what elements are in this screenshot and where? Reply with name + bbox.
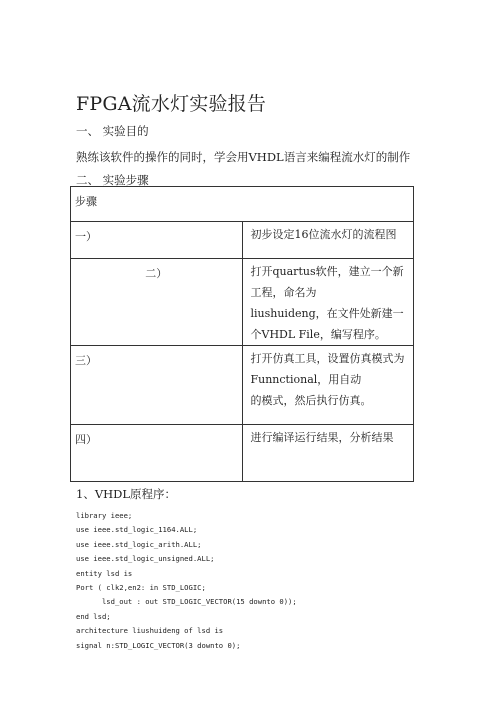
step-text [242,222,414,259]
code-line: use ieee.std_logic_1164.ALL; [76,525,198,535]
step-number: 三） [71,346,243,425]
step-text-line: liushuideng，在文件处新建一个VHDL File，编写程序。 [250,307,404,341]
steps-table [70,186,414,482]
step-text-line: 打开quartus软件，建立一个新工程，命名为 [250,265,404,299]
table-row [71,222,414,259]
step-number: 一） [71,222,243,259]
table-row [71,259,414,346]
code-line: end lsd; [76,611,111,621]
section-heading-steps: 二、 实验步骤 [76,173,149,187]
code-line: entity lsd is [76,568,133,578]
code-line: library ieee; [76,511,133,520]
step-text [242,259,414,346]
step-text [242,346,414,425]
step-number: 四） [71,425,243,482]
step-text-line: 的模式，然后执行仿真。 [250,394,372,407]
code-line: use ieee.std_logic_unsigned.ALL; [76,554,215,564]
code-line: architecture liushuideng of lsd is [76,626,224,636]
code-line: signal n:STD_LOGIC_VECTOR(3 downto 0); [76,640,241,650]
section-heading-purpose: 一、 实验目的 [76,124,149,138]
table-header-cell: 步骤 [71,187,414,222]
table-row [71,346,414,425]
code-line: Port ( clk2,en2: in STD_LOGIC; [76,583,206,593]
step-text-line: 进行编译运行结果，分析结果 [250,431,394,444]
document-title: FPGA流水灯实验报告 [76,93,267,115]
code-heading: 1、VHDL原程序： [76,487,177,501]
table-row [71,425,414,482]
step-text-line: 初步设定16位流水灯的流程图 [250,228,397,241]
step-text-line: 打开仿真工具，设置仿真模式为Funnctional，用自动 [250,352,405,386]
step-text [242,425,414,482]
code-line: lsd_out : out STD_LOGIC_VECTOR(15 downto 0)); [76,597,297,607]
code-block [76,509,297,653]
step-number: 二） [71,259,243,346]
code-line: use ieee.std_logic_arith.ALL; [76,539,202,549]
table-header-row [71,187,414,222]
section-body-purpose: 熟练该软件的操作的同时，学会用VHDL语言来编程流水灯的制作 [76,150,411,164]
